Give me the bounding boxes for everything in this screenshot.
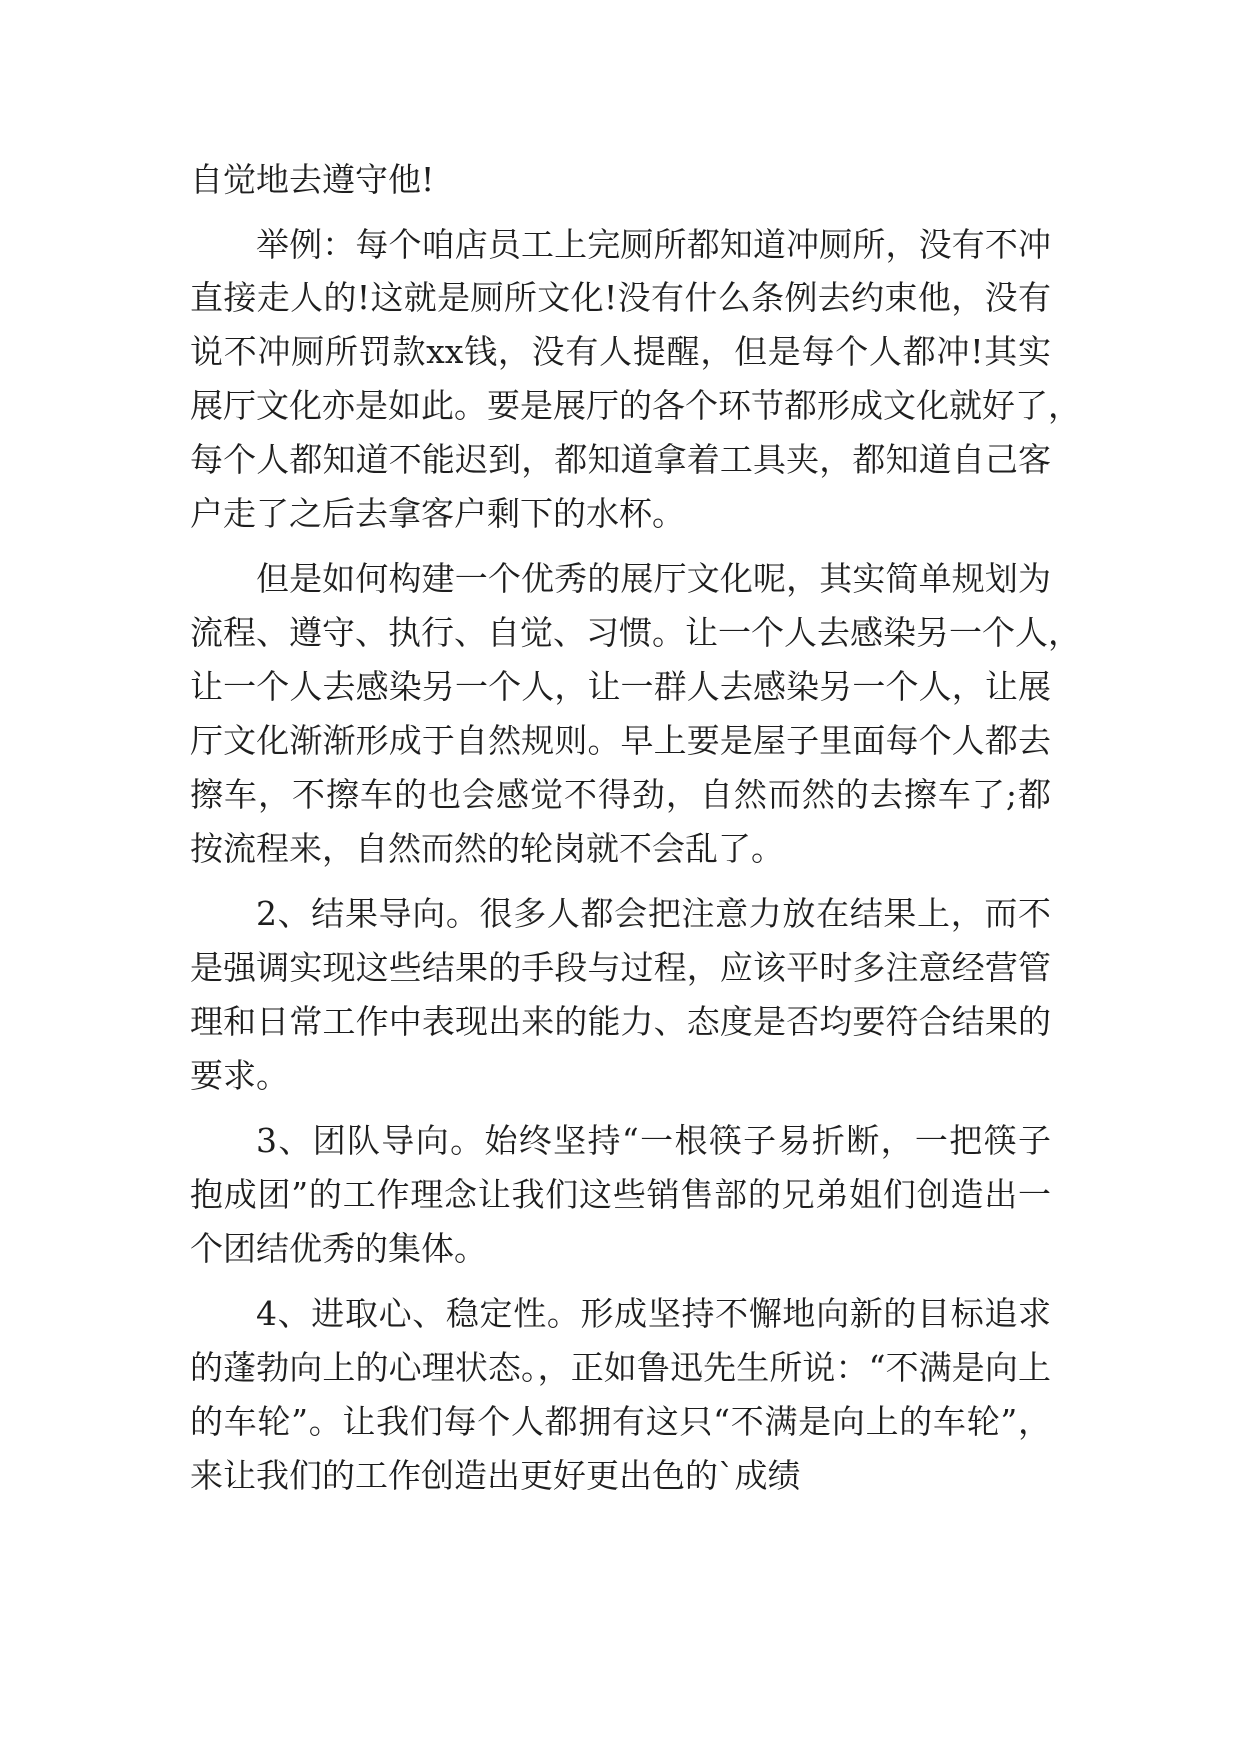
paragraph-first-line: 3、团队导向。始终坚持“一根筷子易折断，一把筷子 xyxy=(256,1121,1051,1160)
paragraph-first-line: 但是如何构建一个优秀的展厅文化呢，其实简单规划为 xyxy=(256,559,1051,598)
text-line: 户走了之后去拿客户剩下的水杯。 xyxy=(190,494,685,533)
text-line: 的车轮”。让我们每个人都拥有这只“不满是向上的车轮”， xyxy=(190,1402,1051,1441)
text-line: 理和日常工作中表现出来的能力、态度是否均要符合结果的 xyxy=(190,1002,1051,1041)
text-line: 要求。 xyxy=(190,1056,289,1095)
text-line: 每个人都知道不能迟到，都知道拿着工具夹，都知道自己客 xyxy=(190,440,1051,479)
text-line: 个团结优秀的集体。 xyxy=(190,1229,487,1268)
text-line: 自觉地去遵守他! xyxy=(190,160,435,199)
paragraph-first-line: 举例：每个咱店员工上完厕所都知道冲厕所，没有不冲 xyxy=(256,225,1051,264)
text-line: 是强调实现这些结果的手段与过程，应该平时多注意经营管 xyxy=(190,948,1051,987)
text-line: 展厅文化亦是如此。要是展厅的各个环节都形成文化就好了， xyxy=(190,386,1081,425)
text-line: 厅文化渐渐形成于自然规则。早上要是屋子里面每个人都去 xyxy=(190,721,1051,760)
text-line: 抱成团”的工作理念让我们这些销售部的兄弟姐们创造出一 xyxy=(190,1175,1051,1214)
text-line: 让一个人去感染另一个人，让一群人去感染另一个人，让展 xyxy=(190,667,1051,706)
paragraph-first-line: 2、结果导向。很多人都会把注意力放在结果上，而不 xyxy=(256,894,1051,933)
text-line: 的蓬勃向上的心理状态。，正如鲁迅先生所说：“不满是向上 xyxy=(190,1348,1051,1387)
text-line: 说不冲厕所罚款xx钱，没有人提醒，但是每个人都冲!其实 xyxy=(190,332,1051,371)
text-line: 直接走人的!这就是厕所文化!没有什么条例去约束他，没有 xyxy=(190,278,1051,317)
text-line: 来让我们的工作创造出更好更出色的`成绩 xyxy=(190,1456,801,1495)
paragraph-first-line: 4、进取心、稳定性。形成坚持不懈地向新的目标追求 xyxy=(256,1294,1051,1333)
text-line: 擦车，不擦车的也会感觉不得劲，自然而然的去擦车了;都 xyxy=(190,775,1051,814)
text-line: 按流程来，自然而然的轮岗就不会乱了。 xyxy=(190,829,784,868)
text-line: 流程、遵守、执行、自觉、习惯。让一个人去感染另一个人， xyxy=(190,613,1081,652)
